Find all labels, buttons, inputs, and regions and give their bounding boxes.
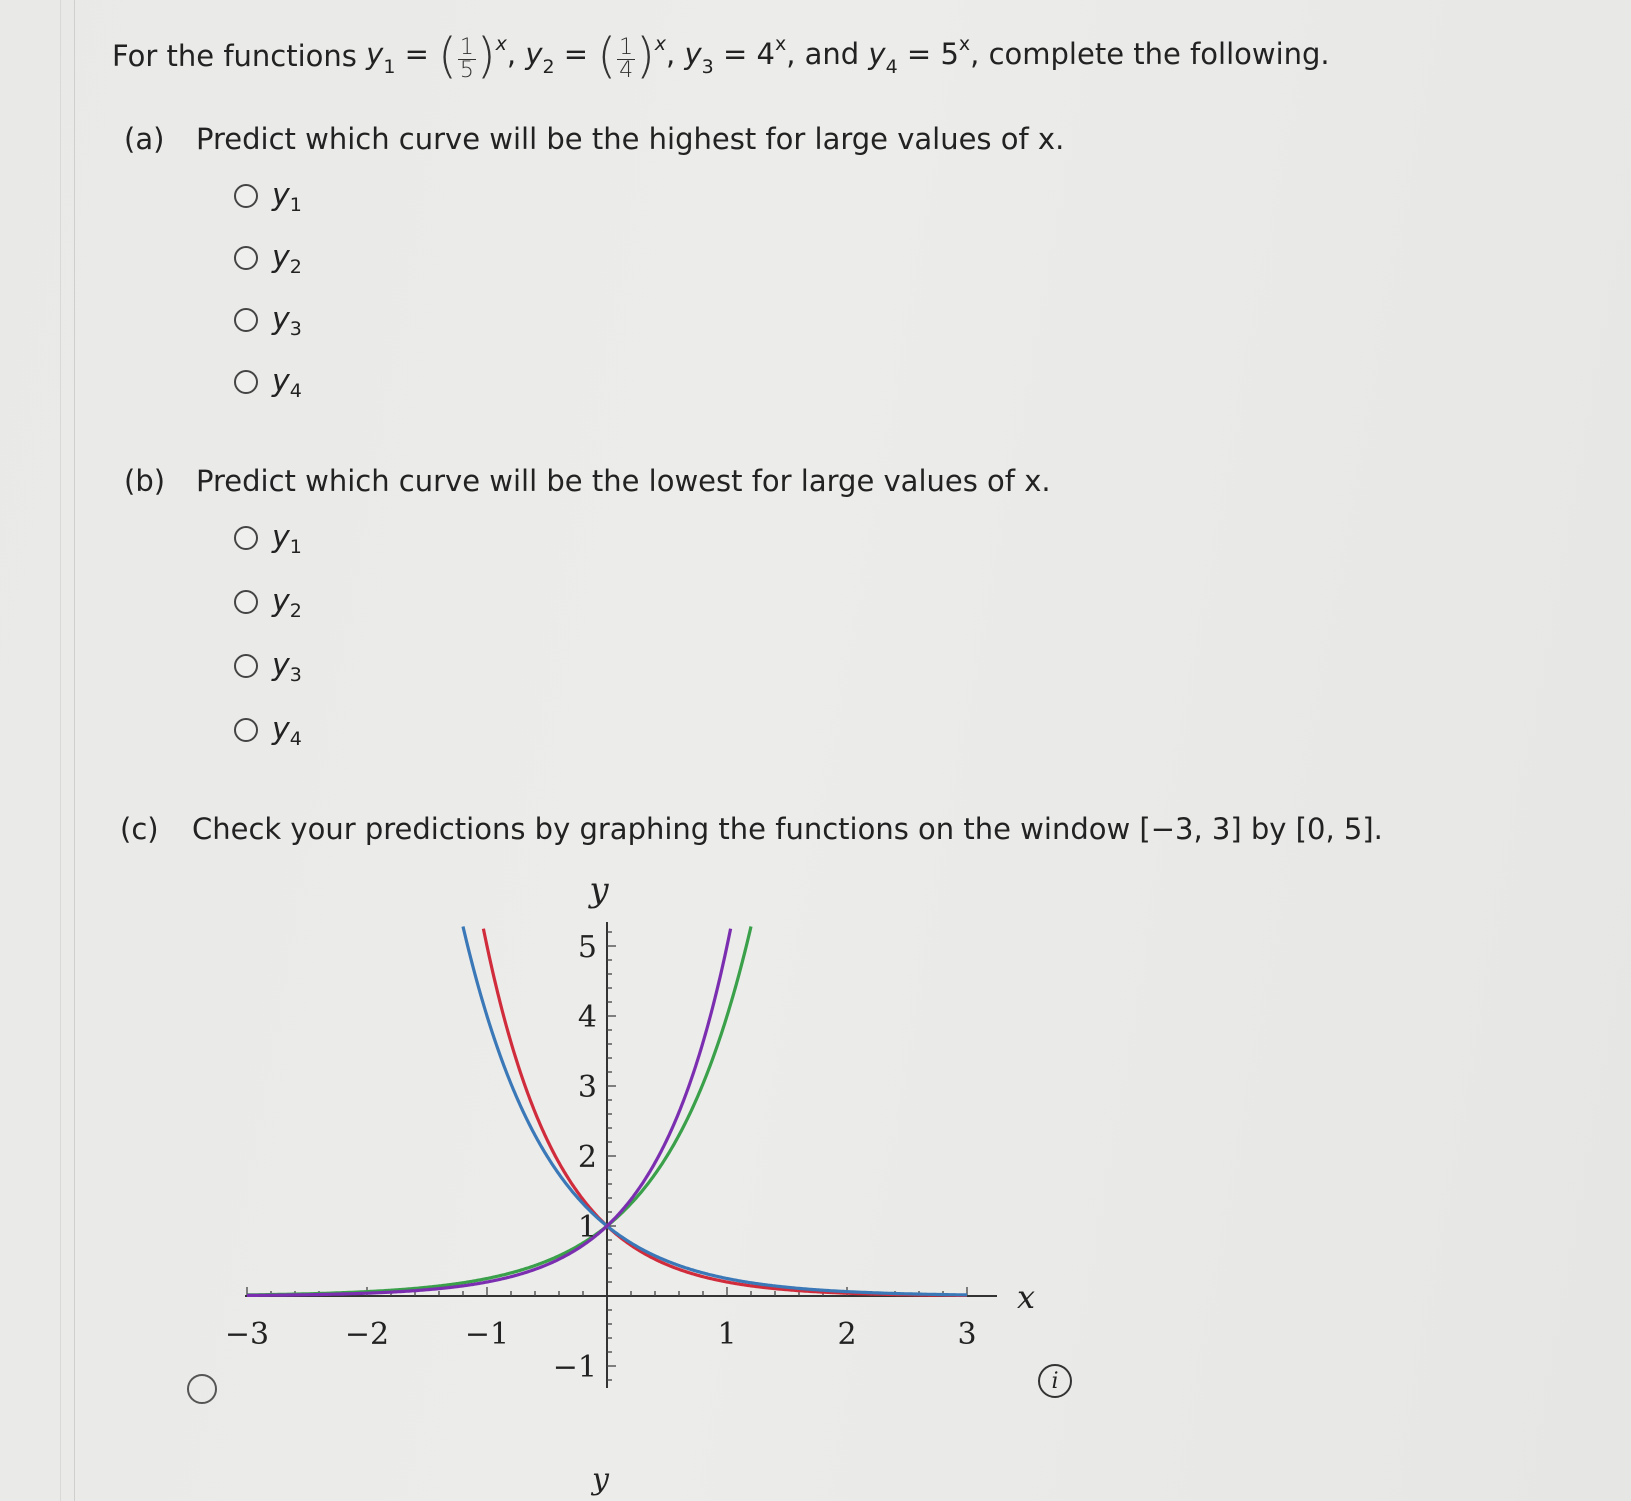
x-tick-label: 2 [837, 1317, 857, 1352]
radio-button[interactable] [234, 184, 258, 208]
curve-3 [247, 927, 751, 1295]
radio-button[interactable] [234, 246, 258, 270]
fraction-y2: ( $\frac{1}{4}$ ) [597, 28, 655, 84]
part-a-option-y4[interactable]: y 4 [234, 364, 302, 399]
radio-button[interactable] [234, 370, 258, 394]
part-a-option-y1[interactable]: y 1 [234, 178, 302, 213]
page-margin-line [74, 0, 75, 1501]
part-b-option-y4[interactable]: y 4 [234, 712, 302, 747]
next-graph-y-label: y [592, 1462, 609, 1497]
x-axis-label: x [1017, 1278, 1036, 1316]
y-tick-label: 5 [577, 930, 597, 965]
x-tick-label: 1 [717, 1317, 737, 1352]
problem-statement: For the functions $y_1$ = ( $\frac{1}{5}$ )$^x$, $y_2$ = ( $\frac{1}{4}$ )$^x$, $y_3 = 4^x$, and $y_4 = 5^x$, complete the following. [112, 28, 1330, 84]
curve-1 [483, 929, 967, 1296]
x-tick-label: −1 [464, 1317, 510, 1352]
x-tick-label: −2 [344, 1317, 390, 1352]
part-a-question: (a) Predict which curve will be the highest for large values of x. [124, 122, 1065, 156]
info-icon[interactable]: i [1038, 1364, 1072, 1398]
y-tick-label: 4 [577, 1000, 597, 1035]
part-b-question: (b) Predict which curve will be the lowest for large values of x. [124, 464, 1051, 498]
y-tick-label: 1 [577, 1210, 597, 1245]
radio-button[interactable] [234, 718, 258, 742]
part-a-option-y2[interactable]: y 2 [234, 240, 302, 275]
curve-2 [463, 927, 967, 1295]
part-b-option-y3[interactable]: y 3 [234, 648, 302, 683]
x-tick-label: −3 [224, 1317, 270, 1352]
y-tick-label: 3 [577, 1070, 597, 1105]
radio-button[interactable] [234, 590, 258, 614]
fraction-y1: ( $\frac{1}{5}$ ) [438, 28, 496, 84]
radio-button[interactable] [234, 308, 258, 332]
part-b-option-y2[interactable]: y 2 [234, 584, 302, 619]
part-b-option-y1[interactable]: y 1 [234, 520, 302, 555]
curve-4 [247, 929, 731, 1296]
part-c-question: (c) Check your predictions by graphing the functions on the window [−3, 3] by [0, 5]. [120, 812, 1383, 846]
y-axis-label: y [589, 870, 609, 910]
part-a-option-y3[interactable]: y 3 [234, 302, 302, 337]
graph-option-radio[interactable] [187, 1374, 217, 1404]
x-tick-label: 3 [957, 1317, 977, 1352]
graph-curves [247, 927, 967, 1296]
graph-labels [225, 870, 1035, 1385]
y-tick-label: 2 [577, 1140, 597, 1175]
radio-button[interactable] [234, 654, 258, 678]
page-margin-line [60, 0, 61, 1501]
y-tick-label: −1 [552, 1350, 597, 1385]
graph-axes [245, 922, 997, 1388]
radio-button[interactable] [234, 526, 258, 550]
